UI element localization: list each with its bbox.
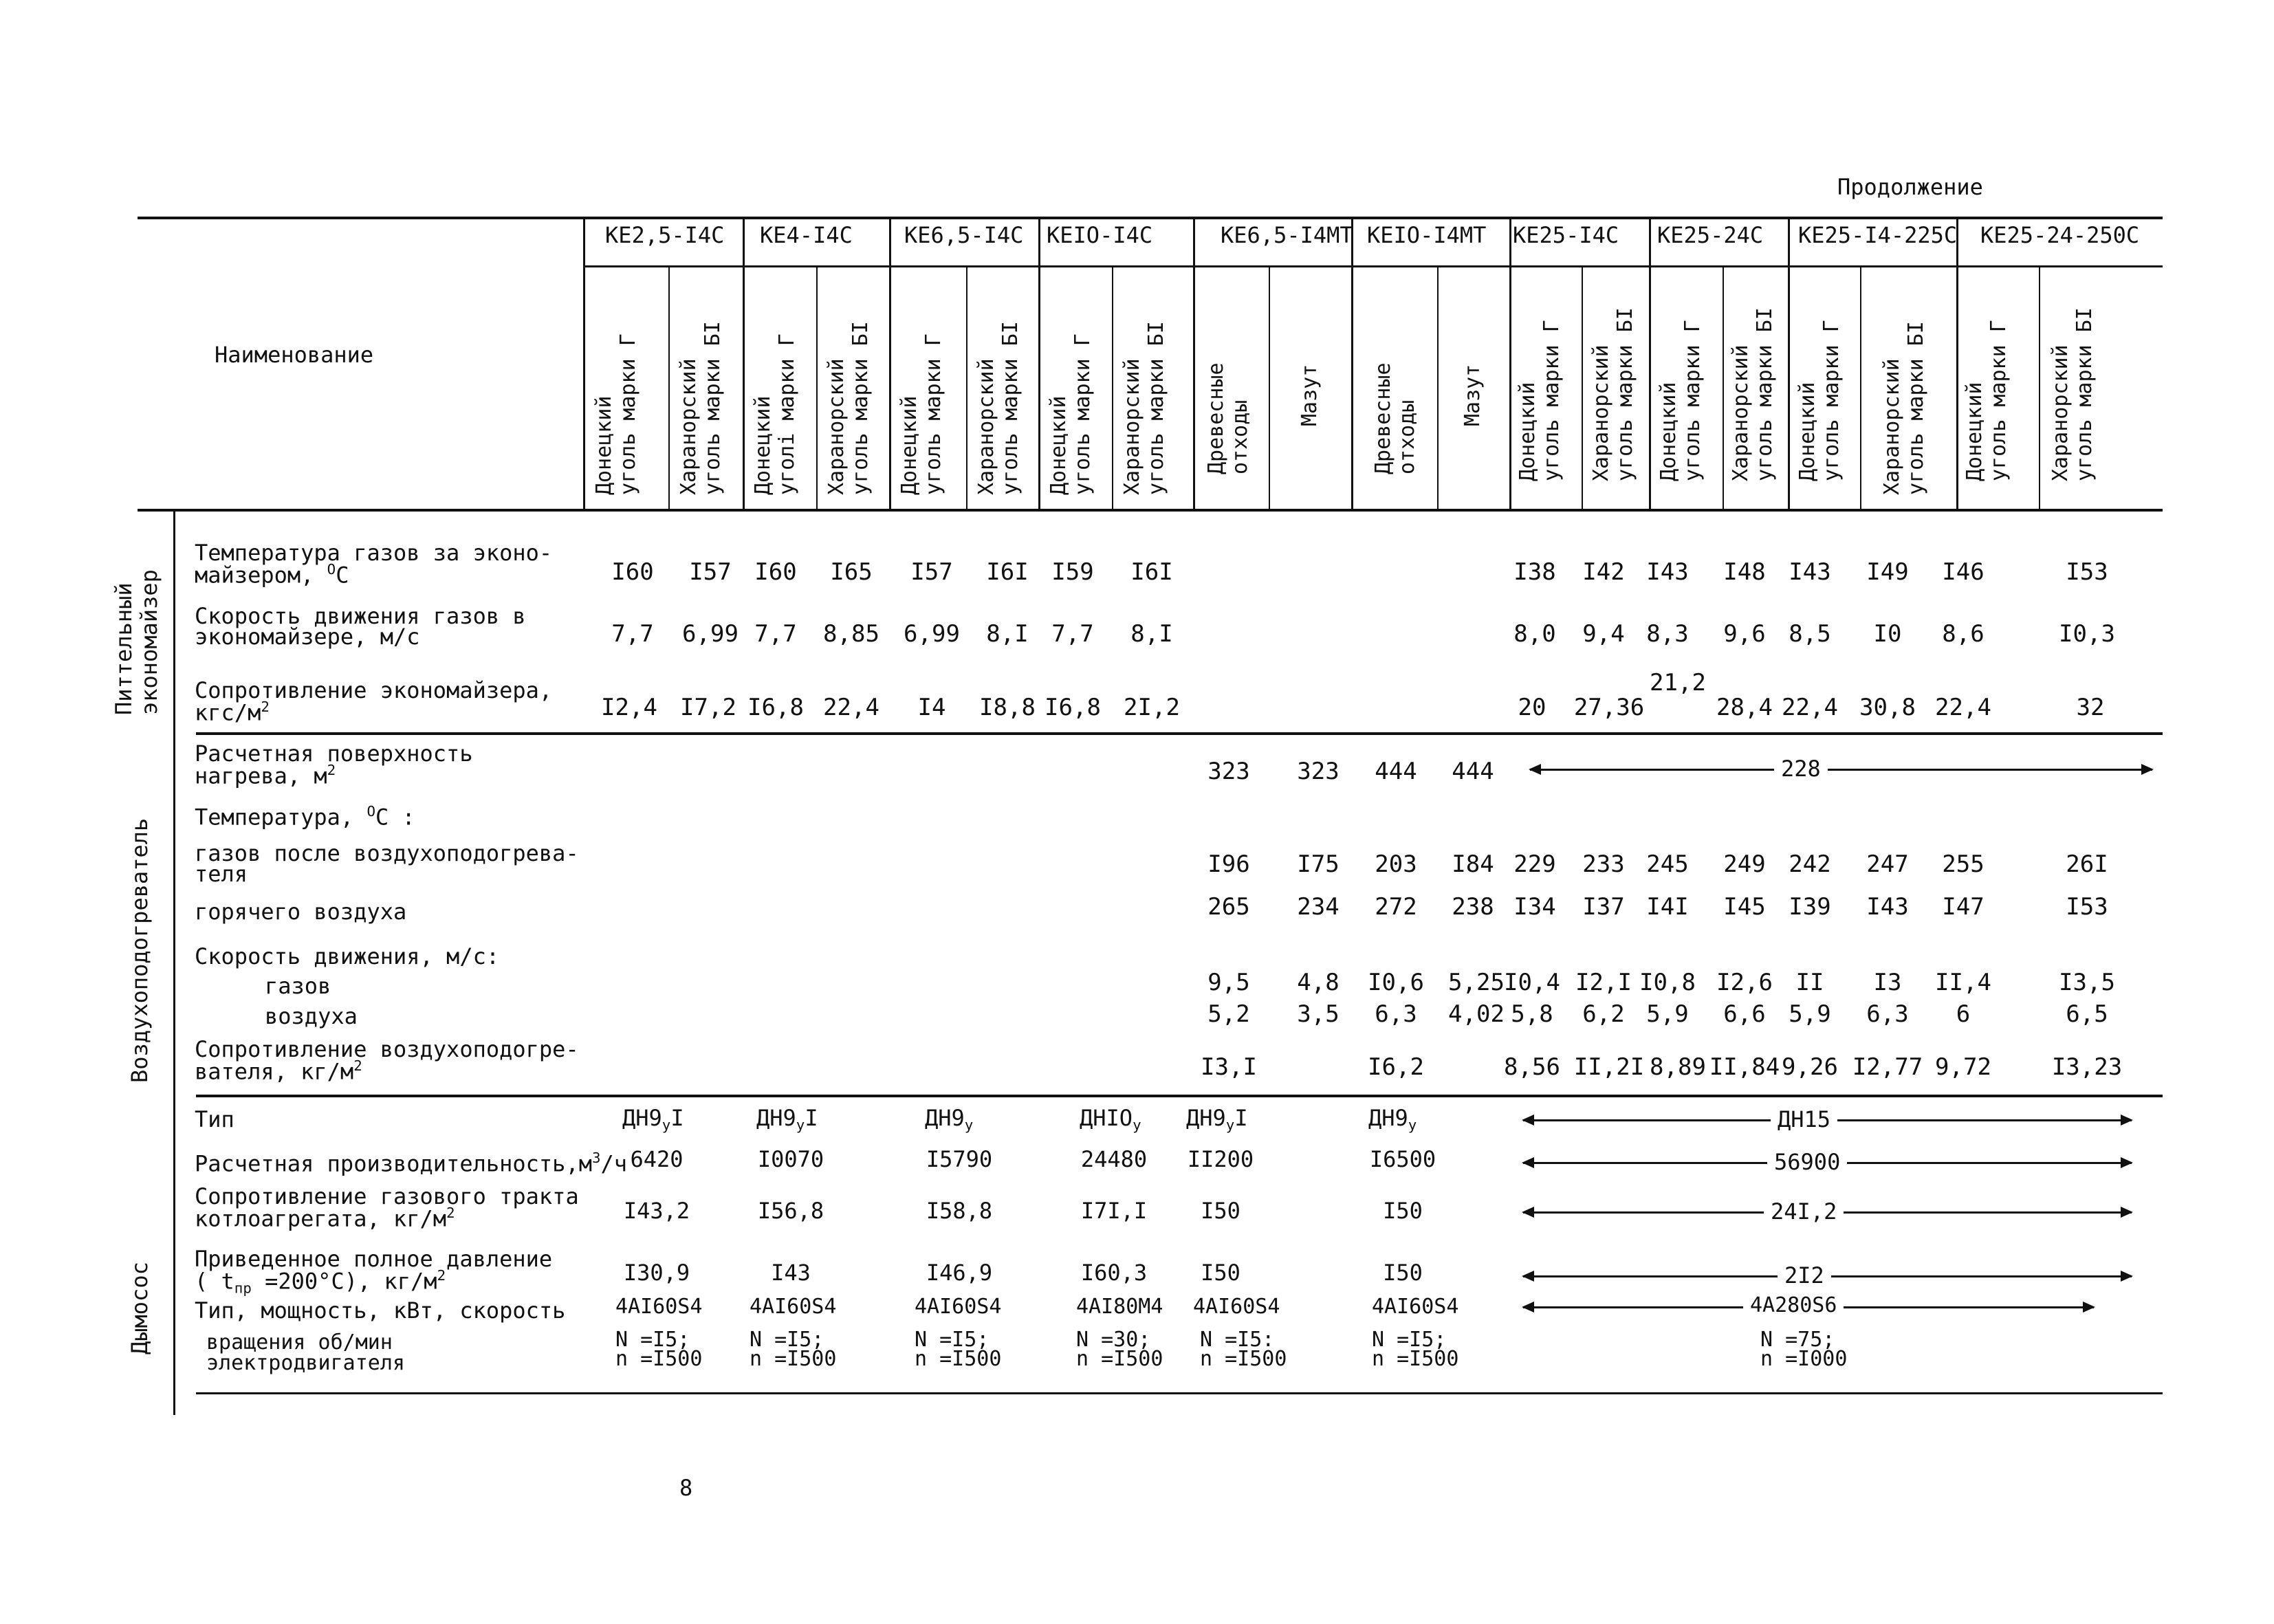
col-rule bbox=[1038, 217, 1040, 509]
value-cell: I43 bbox=[1646, 558, 1689, 586]
motor-speed: n =I500 bbox=[615, 1347, 703, 1371]
value-cell: 21,2 bbox=[1650, 669, 1706, 696]
value-cell: I3,5 bbox=[2059, 969, 2115, 996]
fuel-header: Харанорский уголь марки БI bbox=[677, 321, 725, 495]
value-cell: I2,4 bbox=[601, 694, 657, 721]
value-cell: 7,7 bbox=[1051, 620, 1094, 648]
value-cell: 8,85 bbox=[823, 620, 879, 648]
row-label: Сопротивление воздухоподогре- bbox=[195, 1036, 579, 1062]
value-cell: 5,9 bbox=[1646, 1000, 1689, 1028]
value-cell: 229 bbox=[1513, 851, 1556, 878]
row-label: вателя, $кг/м^2$ bbox=[195, 1057, 362, 1085]
value-cell: I6,2 bbox=[1368, 1053, 1424, 1081]
value-cell: I46 bbox=[1942, 558, 1985, 586]
motor-speed: n =I500 bbox=[1200, 1347, 1287, 1371]
value-cell: I0,8 bbox=[1639, 969, 1696, 996]
value-cell: 9,72 bbox=[1935, 1053, 1991, 1081]
fuel-header: Харанорский уголь марки БI bbox=[974, 321, 1023, 495]
value-cell: I7,2 bbox=[680, 694, 736, 721]
value-cell: 6420 bbox=[630, 1146, 684, 1172]
column-header-name: Наименование bbox=[215, 342, 374, 368]
value-cell: I60 bbox=[611, 558, 654, 586]
model-header: КЕ25-24С bbox=[1657, 222, 1764, 248]
value-cell: 6,2 bbox=[1582, 1000, 1625, 1028]
col-rule bbox=[1649, 217, 1651, 509]
value-cell: 242 bbox=[1789, 851, 1831, 878]
value-cell: 7,7 bbox=[754, 620, 797, 648]
value-cell: I60 bbox=[754, 558, 797, 586]
row-label: майзером, $^О$С bbox=[195, 561, 349, 589]
fuel-header: Донецкий уголь марки Г bbox=[1657, 320, 1705, 481]
value-cell: 4,02 bbox=[1448, 1000, 1505, 1028]
row-label: экономайзере, м/с bbox=[195, 624, 420, 650]
col-rule bbox=[1860, 265, 1861, 509]
col-rule bbox=[1193, 217, 1195, 509]
col-rule bbox=[966, 265, 967, 509]
value-cell: 8,56 bbox=[1504, 1053, 1560, 1081]
value-cell: I50 bbox=[1201, 1260, 1240, 1286]
row-label: теля bbox=[195, 861, 248, 887]
value-cell: 8,I bbox=[1130, 620, 1173, 648]
row-label: Сопротивление экономайзера, bbox=[195, 677, 553, 703]
motor-speed: n =I500 bbox=[750, 1347, 837, 1371]
value-cell: I43,2 bbox=[623, 1198, 690, 1224]
value-cell: I8,8 bbox=[979, 694, 1036, 721]
value-cell: I34 bbox=[1513, 893, 1556, 921]
value-cell: 9,26 bbox=[1782, 1053, 1838, 1081]
value-cell: I0070 bbox=[757, 1146, 824, 1172]
col-rule bbox=[1582, 265, 1583, 509]
table-top-rule bbox=[138, 217, 2163, 219]
value-cell: 20 bbox=[1518, 694, 1546, 721]
model-header: КЕ6,5-I4МТ bbox=[1221, 222, 1353, 248]
fuel-header: Древесные отходы bbox=[1204, 362, 1252, 474]
value-cell: 9,6 bbox=[1723, 620, 1766, 648]
section-label-airheater: Воздухоподогреватель bbox=[127, 818, 153, 1083]
value-cell: $ДНIO_у$ bbox=[1080, 1105, 1141, 1134]
airheater-section-rule bbox=[196, 1095, 2163, 1097]
fuel-header: Харанорский уголь марки БI bbox=[824, 321, 873, 495]
value-cell: 4АI60S4 bbox=[1193, 1295, 1280, 1319]
span-value: 24I,2 bbox=[1764, 1200, 1844, 1222]
col-rule bbox=[1723, 265, 1724, 509]
value-cell: I84 bbox=[1452, 851, 1494, 878]
value-cell: I48 bbox=[1723, 558, 1766, 586]
col-rule bbox=[1112, 265, 1113, 509]
value-cell: I2,6 bbox=[1716, 969, 1773, 996]
value-cell: I53 bbox=[2066, 558, 2108, 586]
motor-power: N =I5; bbox=[1372, 1328, 1447, 1352]
value-cell: I3,23 bbox=[2051, 1053, 2123, 1081]
row-label: ( $t_{пр} =200^\circ С$), $кг/м^2$ bbox=[195, 1267, 446, 1297]
value-cell: II bbox=[1795, 969, 1824, 996]
value-cell: I58,8 bbox=[926, 1198, 993, 1224]
model-header: КЕIO-I4МТ bbox=[1367, 222, 1487, 248]
fuel-header: Донецкий уголі марки Г bbox=[751, 333, 799, 495]
fuel-header: Харанорский уголь марки БI bbox=[1120, 321, 1168, 495]
value-cell: 22,4 bbox=[1782, 694, 1838, 721]
value-cell: I3 bbox=[1873, 969, 1902, 996]
col-rule bbox=[889, 217, 891, 509]
fuel-header: Харанорский уголь марки БI bbox=[1589, 307, 1637, 481]
value-cell: I2,77 bbox=[1852, 1053, 1923, 1081]
value-cell: 9,5 bbox=[1207, 969, 1250, 996]
value-cell: 8,6 bbox=[1942, 620, 1985, 648]
span-value: 4А280S6 bbox=[1743, 1295, 1844, 1316]
value-cell: 4АI60S4 bbox=[915, 1295, 1002, 1319]
col-rule bbox=[1437, 265, 1439, 509]
row-label: Температура газов за эконо- bbox=[195, 540, 553, 566]
span-speed: n =I000 bbox=[1760, 1347, 1848, 1371]
value-cell: 6,3 bbox=[1375, 1000, 1417, 1028]
value-cell: I53 bbox=[2066, 893, 2108, 921]
row-label: Расчетная $производительность,м^3/ч$ bbox=[195, 1150, 628, 1177]
value-cell: I2,I bbox=[1575, 969, 1632, 996]
model-header: КЕIO-I4С bbox=[1047, 222, 1153, 248]
span-power: N =75; bbox=[1760, 1328, 1835, 1352]
model-header-rule bbox=[583, 265, 2163, 267]
value-cell: $ДН9_уI$ bbox=[756, 1105, 818, 1134]
motor-speed: n =I500 bbox=[1076, 1347, 1163, 1371]
model-header: КЕ25-24-250С bbox=[1980, 222, 2140, 248]
col-rule bbox=[1509, 217, 1511, 509]
col-rule bbox=[2039, 265, 2040, 509]
fuel-header: Харанорский уголь марки БI bbox=[2048, 307, 2097, 481]
value-cell: 9,4 bbox=[1582, 620, 1625, 648]
value-cell: 22,4 bbox=[1935, 694, 1991, 721]
value-cell: I0,6 bbox=[1368, 969, 1424, 996]
value-cell: I57 bbox=[689, 558, 732, 586]
motor-power: N =I5: bbox=[1200, 1328, 1275, 1352]
motor-power: N =I5; bbox=[615, 1328, 690, 1352]
row-label: газов bbox=[265, 973, 331, 999]
value-cell: I46,9 bbox=[926, 1260, 993, 1286]
row-label: Приведенное полное давление bbox=[195, 1246, 553, 1272]
value-cell: 323 bbox=[1297, 758, 1340, 785]
fuel-header: Мазут bbox=[1298, 364, 1322, 426]
value-cell: I6I bbox=[986, 558, 1029, 586]
row-label: Тип bbox=[195, 1106, 234, 1132]
value-cell: 272 bbox=[1375, 893, 1417, 921]
value-cell: I75 bbox=[1297, 851, 1340, 878]
value-cell: I7I,I bbox=[1080, 1198, 1148, 1224]
fuel-header: Харанорский уголь марки БI bbox=[1880, 321, 1928, 495]
value-cell: I42 bbox=[1582, 558, 1625, 586]
section-label-economizer: Питтельный экономайзер bbox=[111, 569, 162, 715]
col-rule bbox=[1956, 217, 1958, 509]
value-cell: I0 bbox=[1873, 620, 1902, 648]
value-cell: 5,9 bbox=[1789, 1000, 1831, 1028]
value-cell: 444 bbox=[1452, 758, 1494, 785]
section-label-fan: Дымосос bbox=[127, 1262, 153, 1354]
value-cell: I65 bbox=[830, 558, 873, 586]
value-cell: II,84 bbox=[1709, 1053, 1780, 1081]
row-label: Расчетная поверхность bbox=[195, 740, 473, 767]
value-cell: 30,8 bbox=[1859, 694, 1916, 721]
value-cell: 265 bbox=[1207, 893, 1250, 921]
value-cell: 5,2 bbox=[1207, 1000, 1250, 1028]
model-header: КЕ25-I4-225С bbox=[1798, 222, 1958, 248]
fuel-header: Донецкий уголь марки Г bbox=[1516, 320, 1564, 481]
fuel-header: Донецкий уголь марки Г bbox=[592, 333, 640, 495]
value-cell: 323 bbox=[1207, 758, 1250, 785]
value-cell: $ДН9_у$ bbox=[1368, 1105, 1417, 1134]
value-cell: II,2I bbox=[1573, 1053, 1645, 1081]
value-cell: 4АI60S4 bbox=[1372, 1295, 1459, 1319]
value-cell: 8,3 bbox=[1646, 620, 1689, 648]
row-label: Скорость движения, м/с: bbox=[195, 943, 500, 969]
motor-speed: n =I500 bbox=[1372, 1347, 1459, 1371]
col-rule bbox=[1269, 265, 1270, 509]
value-cell: I50 bbox=[1383, 1260, 1423, 1286]
row-label: нагрева, $м^2$ bbox=[195, 762, 336, 789]
span-value: 56900 bbox=[1767, 1151, 1847, 1173]
value-cell: 6,99 bbox=[682, 620, 739, 648]
value-cell: I43 bbox=[771, 1260, 811, 1286]
value-cell: 32 bbox=[2076, 694, 2105, 721]
value-cell: I6,8 bbox=[747, 694, 804, 721]
value-cell: 2I,2 bbox=[1124, 694, 1180, 721]
value-cell: 249 bbox=[1723, 851, 1766, 878]
value-cell: II,4 bbox=[1935, 969, 1991, 996]
value-cell: I6500 bbox=[1369, 1146, 1436, 1172]
value-cell: 24480 bbox=[1080, 1146, 1148, 1172]
value-cell: 6 bbox=[1956, 1000, 1971, 1028]
model-header: КЕ25-I4С bbox=[1513, 222, 1619, 248]
value-cell: I96 bbox=[1207, 851, 1250, 878]
value-cell: I50 bbox=[1383, 1198, 1423, 1224]
value-cell: 3,5 bbox=[1297, 1000, 1340, 1028]
page-number: 8 bbox=[679, 1475, 693, 1501]
value-cell: 6,99 bbox=[904, 620, 960, 648]
col-rule bbox=[583, 217, 585, 509]
col-rule bbox=[1788, 217, 1790, 509]
value-cell: I49 bbox=[1866, 558, 1909, 586]
value-cell: I37 bbox=[1582, 893, 1625, 921]
value-cell: 6,5 bbox=[2066, 1000, 2108, 1028]
value-cell: $ДН9_уI$ bbox=[622, 1105, 684, 1134]
col-rule bbox=[816, 265, 818, 509]
value-cell: 26I bbox=[2066, 851, 2108, 878]
fuel-header: Донецкий уголь марки Г bbox=[1047, 333, 1095, 495]
model-header: КЕ6,5-I4С bbox=[904, 222, 1024, 248]
value-cell: I30,9 bbox=[623, 1260, 690, 1286]
economizer-section-rule bbox=[196, 732, 2163, 735]
value-cell: I45 bbox=[1723, 893, 1766, 921]
value-cell: I38 bbox=[1513, 558, 1556, 586]
span-value: 2I2 bbox=[1778, 1264, 1831, 1286]
value-cell: 233 bbox=[1582, 851, 1625, 878]
col-rule bbox=[1351, 217, 1353, 509]
value-cell: 7,7 bbox=[611, 620, 654, 648]
value-cell: 8,89 bbox=[1650, 1053, 1706, 1081]
continuation-label: Продолжение bbox=[1837, 174, 1983, 200]
value-cell: I0,3 bbox=[2059, 620, 2115, 648]
fuel-header: Древесные отходы bbox=[1371, 362, 1419, 474]
value-cell: I4I bbox=[1646, 893, 1689, 921]
value-cell: 5,8 bbox=[1511, 1000, 1553, 1028]
model-header: КЕ4-I4С bbox=[760, 222, 853, 248]
value-cell: 28,4 bbox=[1716, 694, 1773, 721]
fuel-header: Донецкий уголь марки Г bbox=[897, 333, 945, 495]
value-cell: I60,3 bbox=[1080, 1260, 1148, 1286]
value-cell: 4,8 bbox=[1297, 969, 1340, 996]
motor-speed: n =I500 bbox=[915, 1347, 1002, 1371]
value-cell: 238 bbox=[1452, 893, 1494, 921]
span-arrow bbox=[1530, 769, 2152, 771]
value-cell: I43 bbox=[1789, 558, 1831, 586]
row-label: газов после воздухоподогрева- bbox=[195, 840, 579, 866]
row-label: Тип, мощность, кВт, скорость bbox=[195, 1297, 566, 1324]
value-cell: I3,I bbox=[1201, 1053, 1257, 1081]
value-cell: 27,36 bbox=[1573, 694, 1645, 721]
value-cell: 4АI80М4 bbox=[1076, 1295, 1163, 1319]
col-rule bbox=[743, 217, 745, 509]
value-cell: 6,6 bbox=[1723, 1000, 1766, 1028]
motor-power: N =I5; bbox=[915, 1328, 990, 1352]
value-cell: 255 bbox=[1942, 851, 1985, 878]
section-border bbox=[173, 509, 175, 1415]
fuel-header: Мазут bbox=[1461, 364, 1485, 426]
motor-power: N =30; bbox=[1076, 1328, 1151, 1352]
value-cell: $ДН9_у$ bbox=[925, 1105, 974, 1134]
row-label: горячего воздуха bbox=[195, 899, 407, 925]
value-cell: 22,4 bbox=[823, 694, 879, 721]
motor-power: N =I5; bbox=[750, 1328, 824, 1352]
table-bottom-rule bbox=[196, 1392, 2163, 1394]
value-cell: 4АI60S4 bbox=[750, 1295, 837, 1319]
value-cell: 5,25 bbox=[1448, 969, 1505, 996]
value-cell: 8,5 bbox=[1789, 620, 1831, 648]
row-label: Скорость движения газов в bbox=[195, 603, 526, 629]
value-cell: $ДН9_уI$ bbox=[1186, 1105, 1248, 1134]
value-cell: I43 bbox=[1866, 893, 1909, 921]
row-label: котлоагрегата, $кг/м^2$ bbox=[195, 1205, 455, 1232]
span-value: ДН15 bbox=[1771, 1108, 1837, 1130]
row-label: вращения об/мин bbox=[206, 1330, 393, 1354]
row-label: электродвигателя bbox=[206, 1351, 405, 1375]
fuel-header: Харанорский уголь марки БI bbox=[1729, 307, 1777, 481]
value-cell: I4 bbox=[917, 694, 946, 721]
fuel-header: Донецкий уголь марки Г bbox=[1795, 320, 1844, 481]
span-value: 228 bbox=[1774, 758, 1828, 780]
value-cell: 8,0 bbox=[1513, 620, 1556, 648]
row-label: Сопротивление газового тракта bbox=[195, 1183, 579, 1209]
value-cell: 444 bbox=[1375, 758, 1417, 785]
value-cell: 4АI60S4 bbox=[615, 1295, 703, 1319]
value-cell: I50 bbox=[1201, 1198, 1240, 1224]
value-cell: II200 bbox=[1187, 1146, 1254, 1172]
row-label: кгс/$м^2$ bbox=[195, 699, 270, 726]
value-cell: I5790 bbox=[926, 1146, 993, 1172]
value-cell: I39 bbox=[1789, 893, 1831, 921]
col-rule bbox=[668, 265, 670, 509]
value-cell: 6,3 bbox=[1866, 1000, 1909, 1028]
value-cell: 234 bbox=[1297, 893, 1340, 921]
value-cell: 8,I bbox=[986, 620, 1029, 648]
value-cell: 203 bbox=[1375, 851, 1417, 878]
value-cell: 245 bbox=[1646, 851, 1689, 878]
value-cell: I6,8 bbox=[1045, 694, 1101, 721]
value-cell: 247 bbox=[1866, 851, 1909, 878]
header-bottom-rule bbox=[138, 509, 2163, 512]
fuel-header: Донецкий уголь марки Г bbox=[1963, 320, 2011, 481]
value-cell: I57 bbox=[910, 558, 953, 586]
value-cell: I56,8 bbox=[757, 1198, 824, 1224]
model-header: КЕ2,5-I4С bbox=[605, 222, 725, 248]
value-cell: I0,4 bbox=[1504, 969, 1560, 996]
row-label: воздуха bbox=[265, 1003, 358, 1029]
value-cell: I59 bbox=[1051, 558, 1094, 586]
value-cell: I47 bbox=[1942, 893, 1985, 921]
value-cell: I6I bbox=[1130, 558, 1173, 586]
row-label: Температура, $^О$С : bbox=[195, 803, 415, 831]
